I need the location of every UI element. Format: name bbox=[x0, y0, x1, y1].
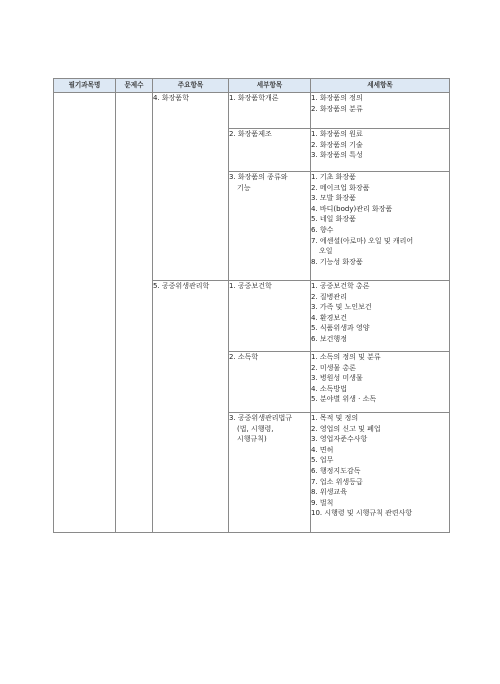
detail-item bbox=[229, 172, 311, 281]
list-item: 9. 벌칙 bbox=[311, 498, 334, 507]
sub-detail-list bbox=[311, 129, 450, 172]
detail-title-line: 2. 화장품제조 bbox=[229, 130, 272, 138]
detail-title-line: 2. 소독학 bbox=[229, 353, 259, 361]
list-item: 6. 향수 bbox=[311, 225, 334, 234]
detail-title-line: 1. 화장품학개론 bbox=[229, 94, 279, 102]
list-item: 2. 화장품의 분류 bbox=[311, 104, 363, 113]
subject-cell bbox=[54, 93, 116, 533]
detail-item bbox=[229, 93, 311, 129]
list-item: 3. 병원성 미생물 bbox=[311, 374, 363, 383]
list-item: 8. 위생교육 bbox=[311, 488, 347, 497]
list-item: 7. 업소 위생등급 bbox=[311, 477, 363, 486]
question-count-cell bbox=[116, 93, 153, 533]
detail-item bbox=[229, 352, 311, 413]
header-detail-item: 세부항목 bbox=[229, 79, 311, 93]
list-item: 10. 시행령 및 시행규칙 관련사항 bbox=[311, 509, 413, 518]
list-item: 4. 환경보건 bbox=[311, 313, 347, 322]
list-item: 1. 화장품의 원료 bbox=[311, 130, 363, 138]
table-header-row bbox=[54, 79, 450, 93]
list-item: 6. 행정지도감독 bbox=[311, 466, 361, 475]
main-item-cosmetics: 4. 화장품학 bbox=[153, 93, 229, 281]
list-item: 4. 면허 bbox=[311, 445, 334, 454]
table-row bbox=[54, 93, 450, 129]
detail-title-line: 1. 공중보건학 bbox=[229, 282, 272, 290]
detail-title-line: 3. 화장품의 종류와 bbox=[229, 173, 288, 181]
list-item: 1. 소독의 정의 및 분류 bbox=[311, 353, 381, 361]
detail-item bbox=[229, 413, 311, 533]
detail-title-line: 기능 bbox=[237, 183, 251, 192]
list-item: 2. 영업의 신고 및 폐업 bbox=[311, 424, 381, 433]
detail-item bbox=[229, 281, 311, 352]
header-question-count: 문제수 bbox=[116, 79, 153, 93]
list-item-continuation: 오일 bbox=[319, 247, 333, 256]
list-item: 1. 공중보건학 총론 bbox=[311, 282, 370, 290]
list-item: 3. 영업자준수사항 bbox=[311, 435, 368, 444]
syllabus-table bbox=[53, 78, 450, 533]
list-item: 1. 기초 화장품 bbox=[311, 173, 356, 181]
list-item: 3. 화장품의 특성 bbox=[311, 151, 363, 160]
list-item: 4. 바디(body)관리 화장품 bbox=[311, 204, 393, 213]
sub-detail-list bbox=[311, 172, 450, 281]
detail-title-line: 시행규칙) bbox=[237, 435, 267, 444]
list-item: 5. 분야별 위생 · 소독 bbox=[311, 395, 377, 404]
list-item: 2. 질병관리 bbox=[311, 292, 347, 301]
detail-title-line: 3. 공중위생관리법규 bbox=[229, 414, 292, 422]
list-item: 1. 화장품의 정의 bbox=[311, 94, 363, 102]
main-item-public-health: 5. 공중위생관리학 bbox=[153, 281, 229, 533]
header-main-item: 주요항목 bbox=[153, 79, 229, 93]
list-item: 3. 모발 화장품 bbox=[311, 194, 356, 203]
sub-detail-list bbox=[311, 413, 450, 533]
list-item: 3. 가족 및 노인보건 bbox=[311, 303, 372, 312]
header-subject: 필기과목명 bbox=[54, 79, 116, 93]
header-sub-detail-item: 세세항목 bbox=[311, 79, 450, 93]
sub-detail-list bbox=[311, 281, 450, 352]
list-item: 1. 목적 및 정의 bbox=[311, 414, 359, 422]
list-item: 2. 미생물 총론 bbox=[311, 363, 356, 372]
list-item: 2. 화장품의 기술 bbox=[311, 140, 363, 149]
list-item: 2. 메이크업 화장품 bbox=[311, 183, 370, 192]
list-item: 4. 소독방법 bbox=[311, 384, 347, 393]
list-item: 7. 에센셜(아로마) 오일 및 캐리어 bbox=[311, 236, 414, 245]
list-item: 6. 보건행정 bbox=[311, 334, 347, 343]
list-item: 8. 기능성 화장품 bbox=[311, 257, 363, 266]
sub-detail-list bbox=[311, 93, 450, 129]
list-item: 5. 업무 bbox=[311, 456, 334, 465]
sub-detail-list bbox=[311, 352, 450, 413]
detail-title-line: (법, 시행령, bbox=[237, 424, 274, 433]
list-item: 5. 식품위생과 영양 bbox=[311, 324, 370, 333]
detail-item bbox=[229, 129, 311, 172]
list-item: 5. 네일 화장품 bbox=[311, 215, 356, 224]
